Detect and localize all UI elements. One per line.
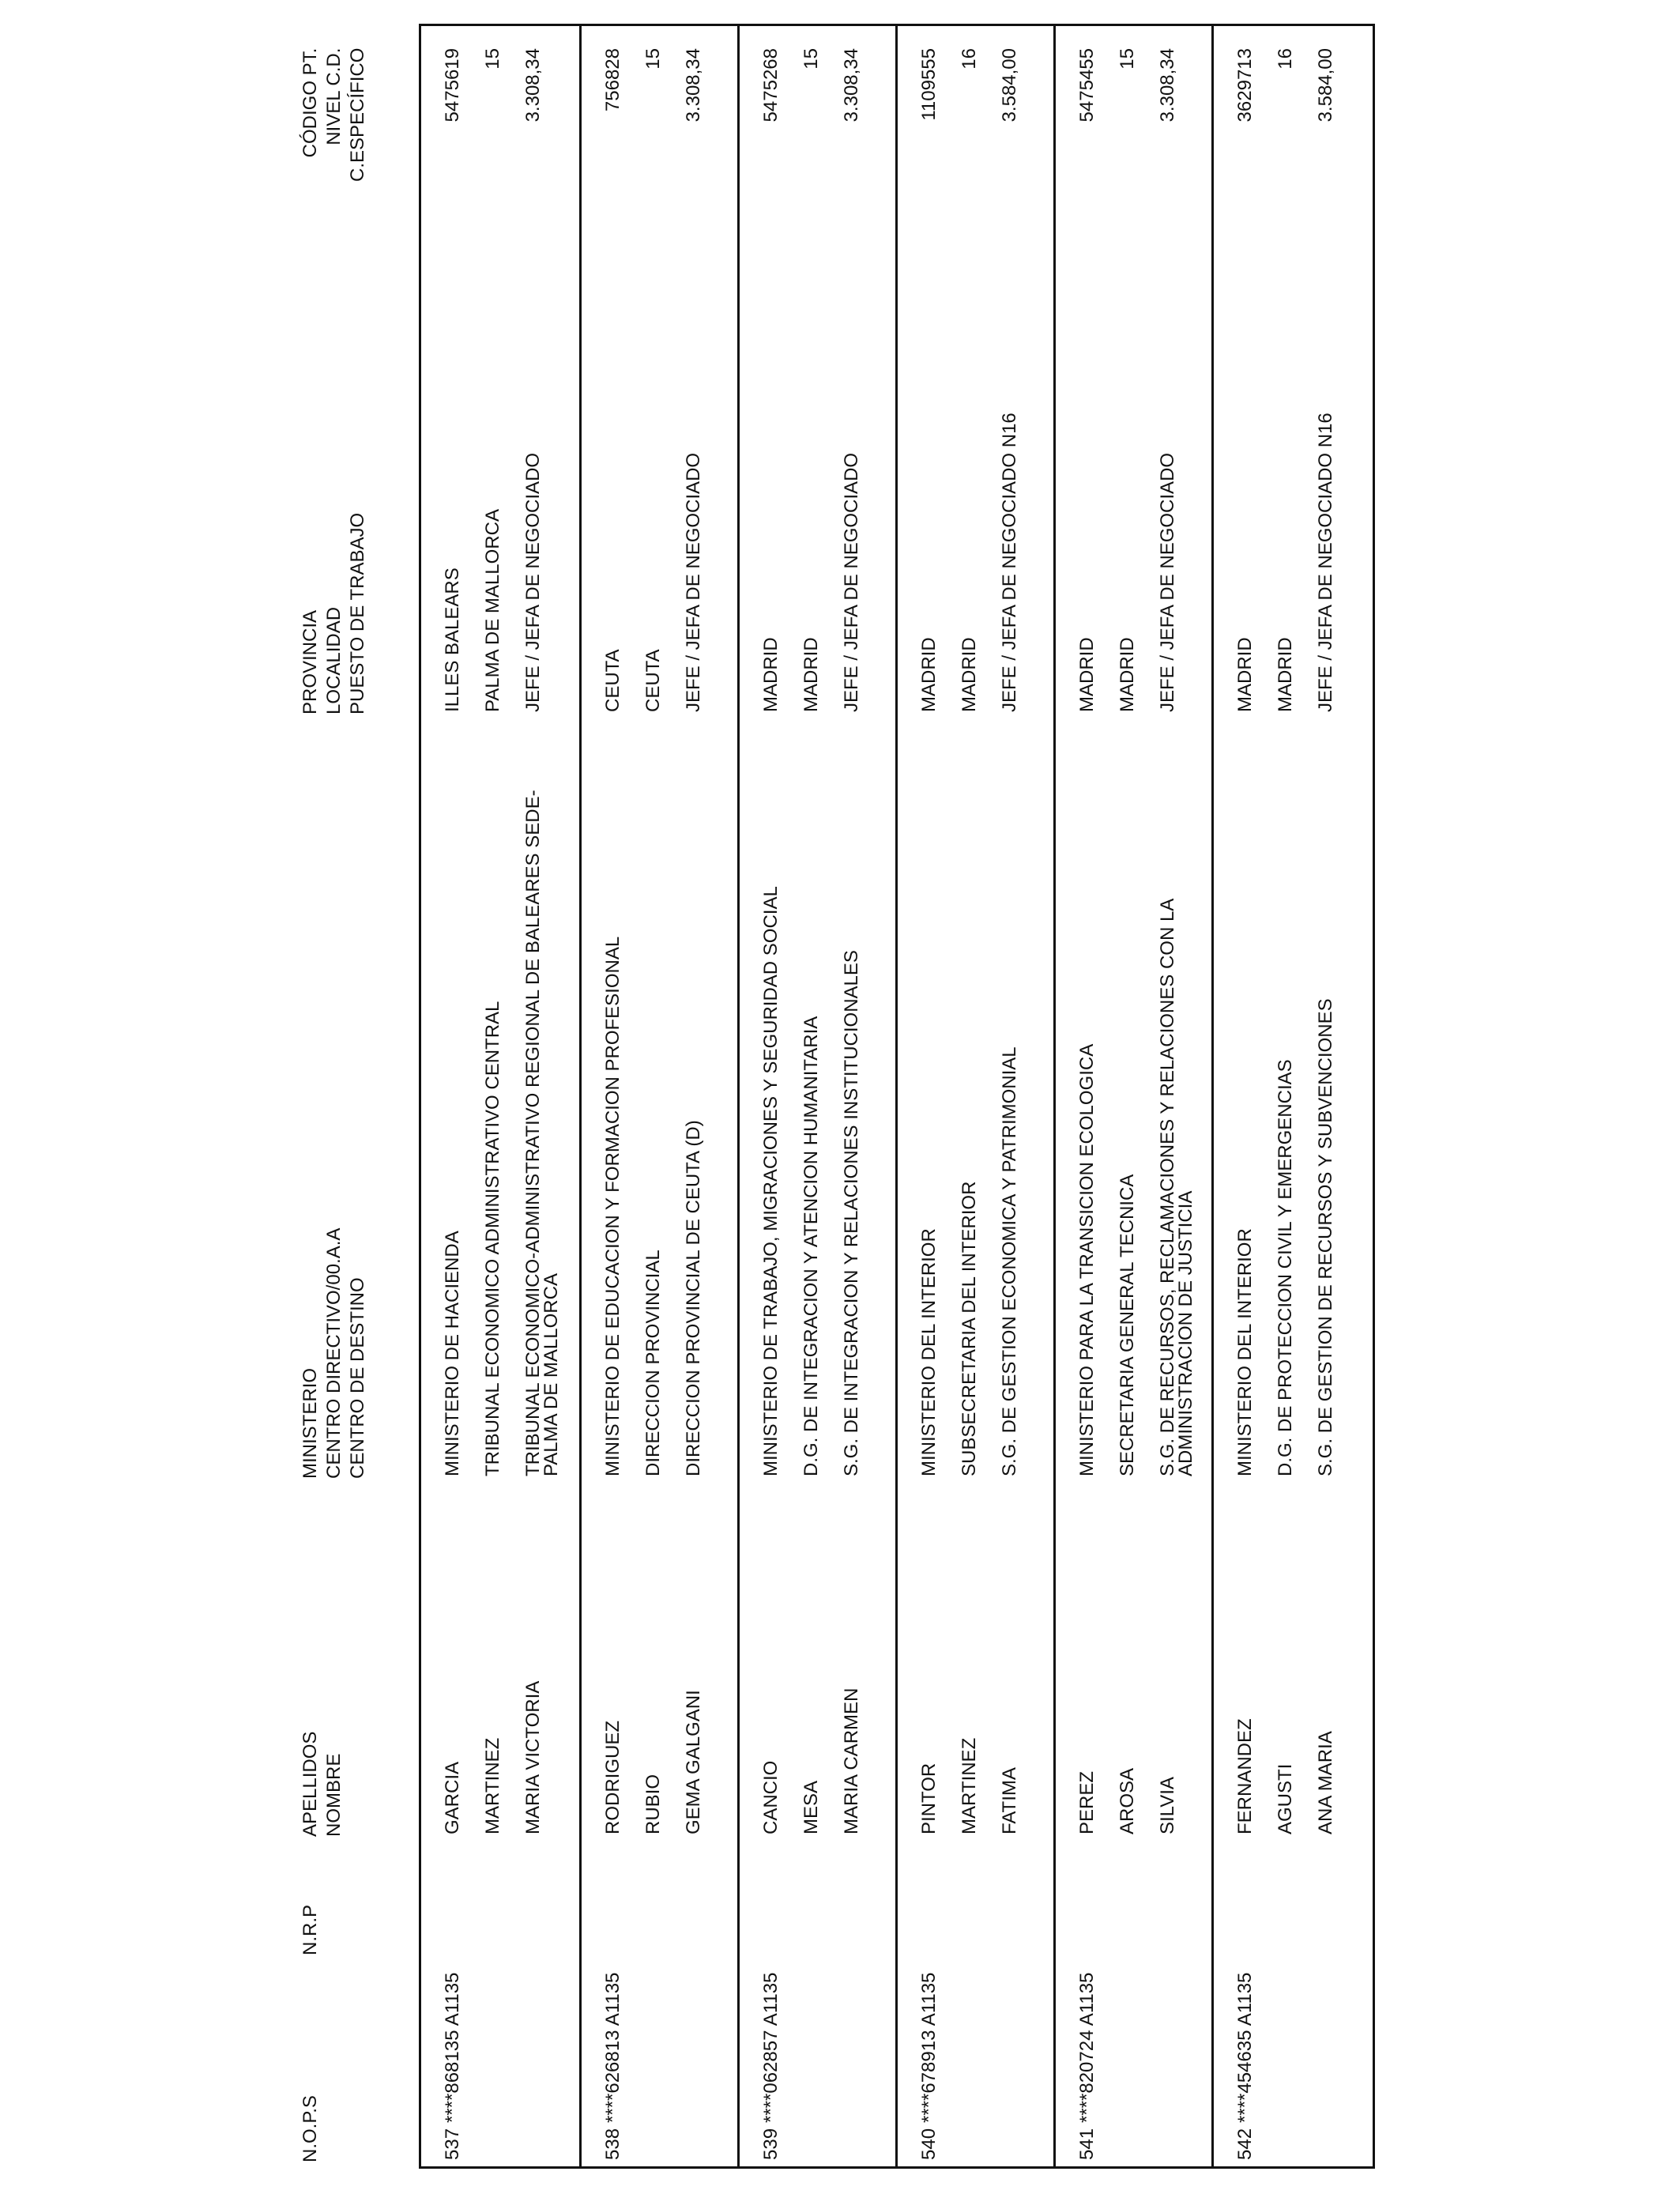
table-row	[737, 26, 898, 2166]
row-nivel: 15	[642, 48, 664, 70]
row-localidad: CEUTA	[642, 649, 664, 712]
row-codigo: 5475619	[442, 48, 463, 123]
row-nrp: ****454635 A1135	[1234, 1972, 1256, 2123]
row-nrp: ****678913 A1135	[918, 1972, 940, 2123]
header-centro-destino-label: CENTRO DE DESTINO	[347, 1277, 368, 1479]
header-nombre-label: NOMBRE	[323, 1753, 345, 1837]
row-provincia: MADRID	[918, 637, 940, 712]
row-nivel: 15	[800, 48, 822, 70]
row-ministerio: MINISTERIO DE EDUCACION Y FORMACION PROFESIONAL	[602, 936, 623, 1476]
table-row	[895, 26, 1056, 2166]
row-puesto: JEFE / JEFA DE NEGOCIADO N16	[999, 413, 1020, 712]
header-provincia	[299, 513, 370, 714]
header-apellidos	[299, 1732, 346, 1837]
row-especifico: 3.584,00	[999, 48, 1020, 123]
row-localidad: MADRID	[959, 637, 980, 712]
row-apellido1: RODRIGUEZ	[602, 1721, 623, 1834]
header-especifico-label: C.ESPECÍFICO	[347, 47, 368, 182]
row-centro-directivo: SECRETARIA GENERAL TECNICA	[1117, 1174, 1138, 1476]
row-centro-directivo: D.G. DE INTEGRACION Y ATENCION HUMANITARIA	[800, 1016, 822, 1476]
row-nops: 540	[918, 2128, 940, 2160]
row-nombre: MARIA CARMEN	[841, 1687, 862, 1834]
row-apellido1: PINTOR	[918, 1762, 940, 1834]
records-table	[419, 24, 1375, 2169]
row-puesto: JEFE / JEFA DE NEGOCIADO N16	[1315, 413, 1336, 712]
header-nops	[299, 2095, 322, 2162]
row-centro-destino: S.G. DE GESTION ECONOMICA Y PATRIMONIAL	[999, 1046, 1020, 1476]
header-centro-directivo-label: CENTRO DIRECTIVO/00.A.A	[323, 1227, 345, 1479]
table-row	[421, 26, 579, 2166]
header-nrp-label: N.R.P	[299, 1904, 321, 1955]
row-ministerio: MINISTERIO DE TRABAJO, MIGRACIONES Y SEGURIDAD SOCIAL	[760, 886, 782, 1476]
table-row	[1053, 26, 1214, 2166]
row-centro-directivo: D.G. DE PROTECCION CIVIL Y EMERGENCIAS	[1275, 1059, 1296, 1476]
header-nivel-label: NIVEL C.D.	[323, 47, 345, 145]
row-nombre: FATIMA	[999, 1767, 1020, 1834]
row-apellido2: MESA	[800, 1780, 822, 1834]
header-nrp	[299, 1905, 322, 1955]
row-apellido1: CANCIO	[760, 1760, 782, 1834]
row-apellido2: AGUSTI	[1275, 1763, 1296, 1834]
row-apellido2: AROSA	[1117, 1767, 1138, 1834]
row-nivel: 15	[482, 48, 503, 70]
header-apellidos-label: APELLIDOS	[299, 1731, 321, 1837]
row-provincia: MADRID	[1076, 637, 1098, 712]
row-nombre: ANA MARIA	[1315, 1731, 1336, 1834]
row-nops: 539	[760, 2128, 782, 2160]
row-apellido2: MARTINEZ	[959, 1737, 980, 1834]
row-nombre: GEMA GALGANI	[683, 1690, 704, 1834]
row-codigo: 756828	[602, 48, 623, 112]
row-centro-directivo: DIRECCION PROVINCIAL	[642, 1250, 664, 1476]
row-nombre: MARIA VICTORIA	[522, 1680, 544, 1834]
row-nivel: 16	[1275, 48, 1296, 70]
row-provincia: MADRID	[760, 637, 782, 712]
header-puesto-label: PUESTO DE TRABAJO	[347, 512, 368, 714]
header-localidad-label: LOCALIDAD	[323, 606, 345, 714]
row-especifico: 3.308,34	[683, 48, 704, 123]
row-centro-destino: S.G. DE RECURSOS, RECLAMACIONES Y RELACIONES CON LA ADMINISTRACION DE JUSTICIA	[1157, 899, 1196, 1476]
row-codigo: 1109555	[918, 48, 940, 121]
header-provincia-label: PROVINCIA	[299, 609, 321, 714]
row-codigo: 5475455	[1076, 48, 1098, 123]
row-nops: 541	[1076, 2128, 1098, 2160]
row-nops: 538	[602, 2128, 623, 2160]
row-centro-destino: DIRECCION PROVINCIAL DE CEUTA (D)	[683, 1120, 704, 1476]
row-provincia: MADRID	[1234, 637, 1256, 712]
row-especifico: 3.308,34	[841, 48, 862, 123]
row-puesto: JEFE / JEFA DE NEGOCIADO	[683, 452, 704, 712]
row-nivel: 16	[959, 48, 980, 70]
header-nops-label: N.O.P.S	[299, 2095, 321, 2162]
row-nrp: ****820724 A1135	[1076, 1972, 1098, 2123]
row-nrp: ****626813 A1135	[602, 1972, 623, 2123]
row-nivel: 15	[1117, 48, 1138, 70]
row-codigo: 3629713	[1234, 48, 1256, 123]
row-nrp: ****868135 A1135	[442, 1972, 463, 2123]
row-nombre: SILVIA	[1157, 1777, 1178, 1834]
row-puesto: JEFE / JEFA DE NEGOCIADO	[1157, 452, 1178, 712]
row-nops: 542	[1234, 2128, 1256, 2160]
row-centro-destino: TRIBUNAL ECONOMICO-ADMINISTRATIVO REGIONAL DE BALEARES SEDE-PALMA DE MALLORCA	[522, 790, 562, 1476]
table-row	[1211, 26, 1372, 2166]
row-ministerio: MINISTERIO DEL INTERIOR	[1234, 1228, 1256, 1476]
row-puesto: JEFE / JEFA DE NEGOCIADO	[522, 452, 544, 712]
row-centro-directivo: SUBSECRETARIA DEL INTERIOR	[959, 1181, 980, 1476]
row-nrp: ****062857 A1135	[760, 1972, 782, 2123]
row-centro-destino: S.G. DE INTEGRACION Y RELACIONES INSTITUCIONALES	[841, 950, 862, 1476]
row-provincia: ILLES BALEARS	[442, 567, 463, 712]
row-localidad: PALMA DE MALLORCA	[482, 509, 503, 712]
header-codigo-label: CÓDIGO PT.	[299, 47, 321, 158]
row-localidad: MADRID	[1117, 637, 1138, 712]
row-ministerio: MINISTERIO DEL INTERIOR	[918, 1228, 940, 1476]
row-puesto: JEFE / JEFA DE NEGOCIADO	[841, 452, 862, 712]
row-especifico: 3.308,34	[522, 48, 544, 123]
row-localidad: MADRID	[800, 637, 822, 712]
header-ministerio	[299, 1228, 370, 1479]
row-apellido2: RUBIO	[642, 1774, 664, 1834]
row-apellido1: FERNANDEZ	[1234, 1718, 1256, 1834]
row-codigo: 5475268	[760, 48, 782, 123]
row-ministerio: MINISTERIO PARA LA TRANSICION ECOLOGICA	[1076, 1043, 1098, 1476]
row-apellido1: PEREZ	[1076, 1770, 1098, 1834]
row-ministerio: MINISTERIO DE HACIENDA	[442, 1231, 463, 1476]
row-apellido1: GARCIA	[442, 1761, 463, 1834]
row-centro-directivo: TRIBUNAL ECONOMICO ADMINISTRATIVO CENTRAL	[482, 1001, 503, 1476]
table-row	[579, 26, 740, 2166]
row-localidad: MADRID	[1275, 637, 1296, 712]
header-codigo	[299, 48, 370, 182]
row-centro-destino: S.G. DE GESTION DE RECURSOS Y SUBVENCIONES	[1315, 998, 1336, 1476]
row-apellido2: MARTINEZ	[482, 1737, 503, 1834]
row-especifico: 3.584,00	[1315, 48, 1336, 123]
row-nops: 537	[442, 2128, 463, 2160]
header-ministerio-label: MINISTERIO	[299, 1367, 321, 1479]
row-provincia: CEUTA	[602, 649, 623, 712]
row-especifico: 3.308,34	[1157, 48, 1178, 123]
